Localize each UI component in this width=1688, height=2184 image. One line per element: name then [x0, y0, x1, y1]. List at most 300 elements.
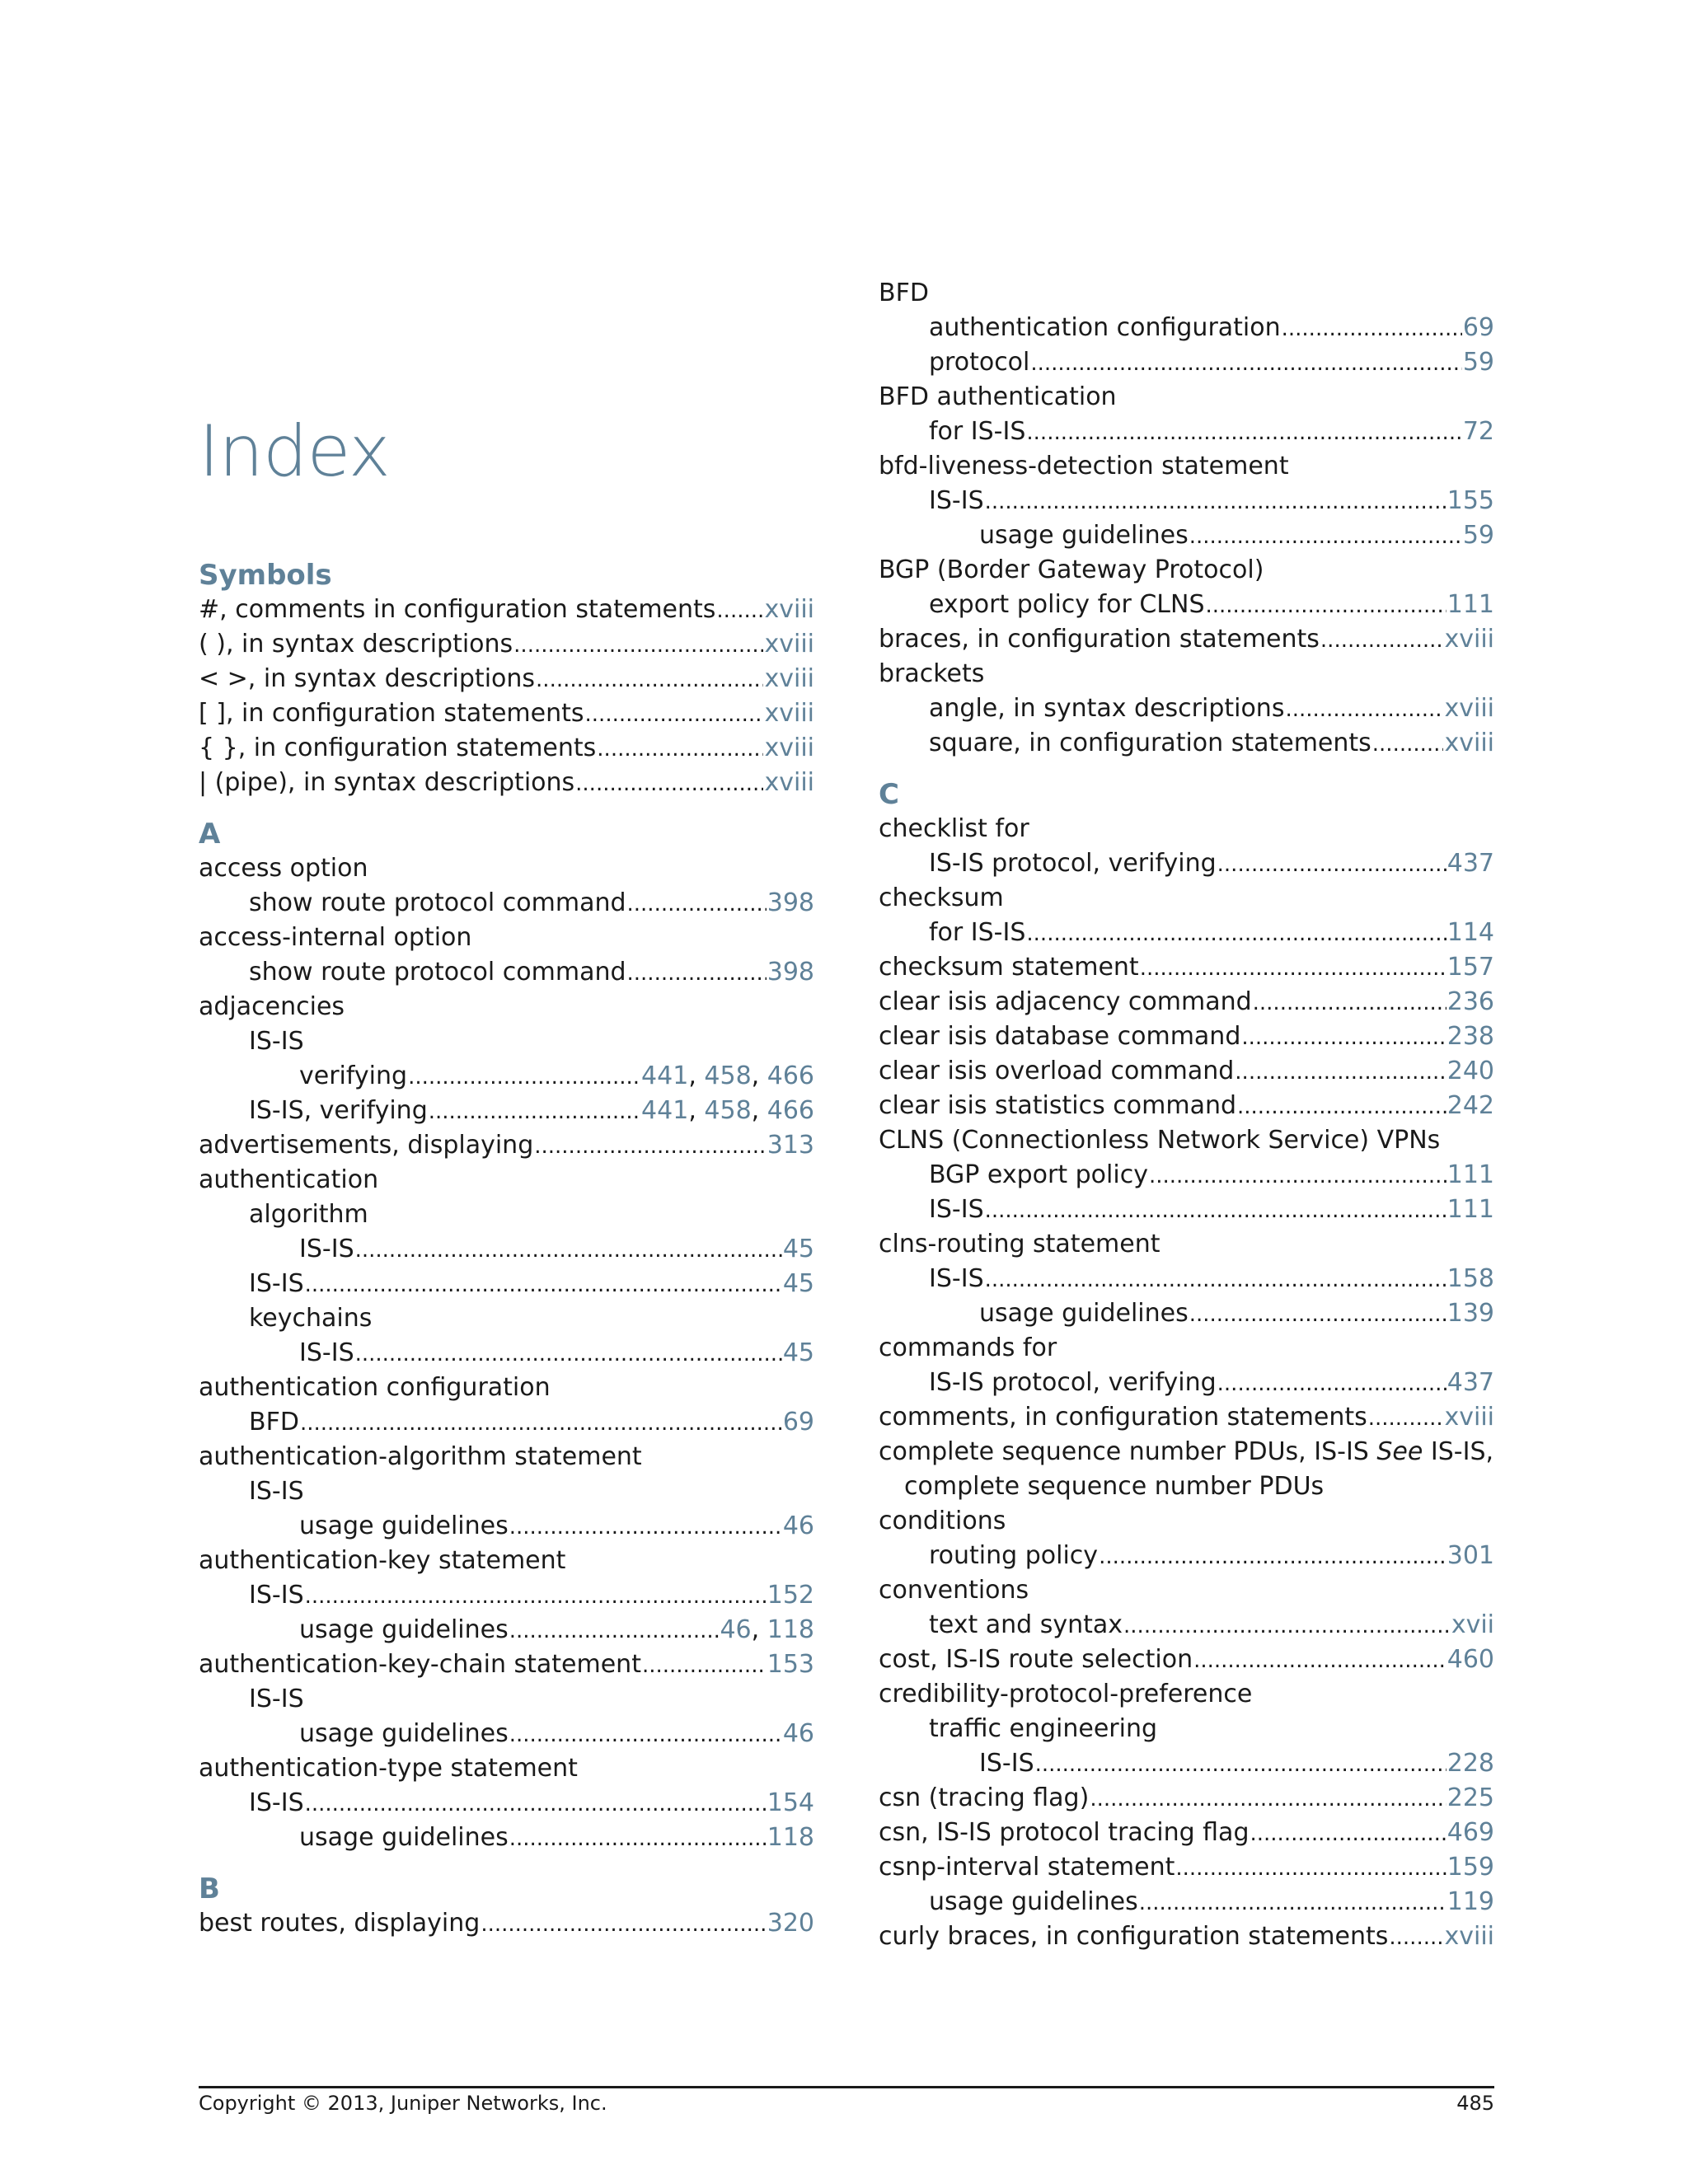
page-references: [1447, 1262, 1494, 1296]
dot-leader: [1099, 1539, 1447, 1574]
index-entry-text: clear isis statistics command: [879, 1091, 1237, 1120]
page-link[interactable]: 458: [704, 1062, 752, 1090]
index-entry: [879, 1123, 1494, 1158]
dot-leader: [985, 1193, 1447, 1228]
index-entry: [879, 1608, 1494, 1643]
page-references: [1447, 1158, 1494, 1193]
index-entry-text: IS-IS: [929, 486, 984, 515]
dot-leader: [1235, 1054, 1446, 1090]
page-link[interactable]: 69: [1462, 313, 1494, 342]
dot-leader: [1035, 1746, 1447, 1782]
index-entry-text: IS-IS protocol, verifying: [929, 1368, 1217, 1397]
page-link[interactable]: 118: [767, 1615, 814, 1644]
page-link[interactable]: 320: [767, 1909, 814, 1938]
dot-leader: [536, 662, 763, 697]
index-entry: [199, 1613, 814, 1647]
index-entry: [199, 1544, 814, 1578]
page-link[interactable]: xviii: [1444, 625, 1494, 654]
index-entry: [879, 1296, 1494, 1331]
page-link[interactable]: 139: [1447, 1299, 1494, 1328]
index-entry-text: IS-IS: [249, 1027, 304, 1056]
index-entry: [879, 657, 1494, 691]
index-entry-text: IS-IS: [249, 1581, 304, 1610]
page-link[interactable]: 157: [1447, 953, 1494, 982]
dot-leader: [513, 627, 763, 663]
dot-leader: [305, 1786, 767, 1821]
index-entry: [199, 1371, 814, 1405]
dot-leader: [1282, 311, 1462, 346]
page-link[interactable]: 154: [767, 1788, 814, 1817]
index-entry-text: routing policy: [929, 1541, 1099, 1570]
dot-leader: [1193, 1643, 1447, 1678]
index-entry-text: authentication: [199, 1165, 379, 1194]
page-references: [1444, 691, 1494, 726]
dot-leader: [1217, 846, 1447, 882]
index-entry-text: CLNS (Connectionless Network Service) VPNs: [879, 1126, 1441, 1155]
index-entry: [879, 1643, 1494, 1677]
index-entry-text: best routes, displaying: [199, 1909, 481, 1938]
index-entry: [879, 415, 1494, 449]
index-entry: [199, 1821, 814, 1855]
index-entry-text: adjacencies: [199, 992, 345, 1021]
dot-leader: [1139, 1885, 1447, 1920]
index-entry: [879, 1331, 1494, 1366]
index-entry: [879, 1919, 1494, 1954]
index-entry-text: verifying: [299, 1062, 408, 1090]
page-references: [1447, 588, 1494, 622]
dot-leader: [985, 484, 1447, 519]
page-link[interactable]: xviii: [764, 664, 814, 693]
index-entry: [879, 518, 1494, 553]
index-entry-text: IS-IS: [249, 1269, 304, 1298]
index-entry-text: checksum: [879, 883, 1004, 912]
page-references: [1447, 1193, 1494, 1227]
dot-leader: [509, 1509, 782, 1544]
dot-leader: [585, 696, 764, 732]
index-entry: [879, 1573, 1494, 1608]
page-link[interactable]: 46: [782, 1719, 814, 1748]
page-link[interactable]: 437: [1447, 1368, 1494, 1397]
index-entry: [199, 851, 814, 886]
page-references: [764, 696, 814, 731]
dot-leader: [1241, 1019, 1446, 1055]
dot-leader: [575, 766, 763, 801]
index-entry: [879, 311, 1494, 345]
index-entry: [199, 662, 814, 696]
page-link[interactable]: xviii: [1444, 1403, 1494, 1432]
index-entry-text: [ ], in configuration statements: [199, 699, 584, 728]
page-references: [1444, 1919, 1494, 1954]
index-entry-text: BFD: [879, 279, 929, 307]
page-link[interactable]: 313: [767, 1131, 814, 1160]
page-references: 46, 118: [720, 1615, 814, 1644]
dot-leader: [305, 1578, 767, 1614]
page-references: [1451, 1608, 1494, 1643]
index-entry: [879, 1816, 1494, 1850]
page-link[interactable]: 238: [1447, 1022, 1494, 1051]
page-link[interactable]: 45: [782, 1269, 814, 1298]
dot-leader: [534, 1128, 767, 1164]
index-entry-text: IS-IS protocol, verifying: [929, 849, 1217, 878]
page-link[interactable]: 59: [1462, 521, 1494, 550]
dot-leader: [509, 1613, 720, 1648]
index-entry: [199, 955, 814, 990]
index-entry: [879, 1781, 1494, 1816]
index-entry-text: BGP export policy: [929, 1160, 1148, 1189]
index-entry: [879, 1054, 1494, 1089]
dot-leader: [1175, 1850, 1446, 1886]
page-link[interactable]: 437: [1447, 849, 1494, 878]
page-references: [1447, 484, 1494, 518]
page-references: [1444, 726, 1494, 761]
index-entry-text: usage guidelines: [929, 1887, 1138, 1916]
index-section-heading: A: [199, 818, 221, 851]
page-link[interactable]: 441: [641, 1096, 689, 1125]
index-entry: [879, 380, 1494, 415]
page-references: [767, 1647, 814, 1682]
page-references: [767, 1906, 814, 1941]
index-entry-text: keychains: [249, 1304, 373, 1333]
index-entry: [199, 1906, 814, 1941]
page-link[interactable]: xviii: [1444, 729, 1494, 757]
page-references: [1447, 950, 1494, 985]
index-entry: [879, 1677, 1494, 1712]
page-link[interactable]: 118: [767, 1823, 814, 1852]
dot-leader: [1389, 1919, 1443, 1955]
index-entry-text: credibility-protocol-preference: [879, 1680, 1253, 1708]
footer-copyright: Copyright © 2013, Juniper Networks, Inc.: [199, 2092, 607, 2115]
footer-divider: [199, 2086, 1494, 2088]
dot-leader: [1368, 1400, 1444, 1436]
index-entry-text: braces, in configuration statements: [879, 625, 1320, 654]
index-entry: [879, 1504, 1494, 1539]
dot-leader: [509, 1821, 767, 1856]
index-entry-text: checklist for: [879, 814, 1029, 843]
page-references: [1447, 1296, 1494, 1331]
index-entry-text: { }, in configuration statements: [199, 733, 597, 762]
index-entry-text: authentication-type statement: [199, 1754, 578, 1783]
index-entry-text: usage guidelines: [299, 1719, 509, 1748]
dot-leader: [1149, 1158, 1447, 1193]
index-entry: [199, 766, 814, 800]
page-references: [764, 593, 814, 627]
page-link[interactable]: 159: [1447, 1853, 1494, 1882]
page-link[interactable]: 236: [1447, 987, 1494, 1016]
page-link[interactable]: 242: [1447, 1091, 1494, 1120]
index-entry: [879, 812, 1494, 846]
index-entry: [879, 691, 1494, 726]
page-link[interactable]: 111: [1447, 590, 1494, 619]
page-references: [1447, 985, 1494, 1019]
page-link[interactable]: 466: [767, 1096, 814, 1125]
index-entry-text: conventions: [879, 1576, 1029, 1605]
index-entry-text: IS-IS: [299, 1338, 354, 1367]
page-link[interactable]: 46: [720, 1615, 752, 1644]
index-entry-text: checksum statement: [879, 953, 1139, 982]
page-link[interactable]: xvii: [1451, 1610, 1494, 1639]
index-entry: [879, 622, 1494, 657]
page-references: [783, 1232, 814, 1267]
page-references: [783, 1336, 814, 1371]
index-entry: [199, 1163, 814, 1197]
page-link[interactable]: 240: [1447, 1057, 1494, 1085]
index-entry: [199, 1786, 814, 1821]
index-entry: [879, 588, 1494, 622]
page-references: [1447, 1643, 1494, 1677]
index-entry-text: | (pipe), in syntax descriptions: [199, 768, 575, 797]
index-entry-text: authentication-key-chain statement: [199, 1650, 641, 1679]
dot-leader: [1253, 985, 1447, 1020]
page-link[interactable]: 225: [1447, 1783, 1494, 1812]
dot-leader: [1030, 345, 1461, 381]
index-entry: [199, 990, 814, 1024]
dot-leader: [481, 1906, 766, 1942]
index-entry-text: commands for: [879, 1333, 1057, 1362]
index-entry-text: angle, in syntax descriptions: [929, 694, 1285, 723]
index-entry: [199, 1197, 814, 1232]
page-references: [783, 1717, 814, 1751]
page-references: 441, 458, 466: [641, 1096, 814, 1125]
index-entry: [879, 553, 1494, 588]
index-entry: [199, 1094, 814, 1128]
page-link[interactable]: 458: [704, 1096, 752, 1125]
index-entry-text: BGP (Border Gateway Protocol): [879, 555, 1264, 584]
index-entry: [199, 1474, 814, 1509]
index-entry-text: brackets: [879, 659, 985, 688]
index-entry: [199, 1128, 814, 1163]
index-entry: [879, 1712, 1494, 1746]
index-entry: [199, 1059, 814, 1094]
page-link[interactable]: 111: [1447, 1160, 1494, 1189]
page-references: [1444, 622, 1494, 657]
index-entry-text: IS-IS: [249, 1685, 304, 1713]
page-references: [1447, 1816, 1494, 1850]
page-link[interactable]: xviii: [1444, 1922, 1494, 1951]
index-entry: [879, 345, 1494, 380]
index-entry-text: authentication-algorithm statement: [199, 1442, 642, 1471]
page-references: [764, 662, 814, 696]
index-entry: [879, 985, 1494, 1019]
index-entry-text: export policy for CLNS: [929, 590, 1205, 619]
index-entry-text: curly braces, in configuration statements: [879, 1922, 1389, 1951]
index-entry: [199, 1717, 814, 1751]
page-link[interactable]: xviii: [764, 699, 814, 728]
index-entry-text: comments, in configuration statements: [879, 1403, 1367, 1432]
dot-leader: [300, 1405, 782, 1441]
page-link[interactable]: 72: [1462, 417, 1494, 446]
dot-leader: [355, 1336, 782, 1371]
index-entry-text: complete sequence number PDUs, IS-IS: [879, 1437, 1377, 1466]
index-entry: [879, 1193, 1494, 1227]
index-entry: [879, 916, 1494, 950]
index-entry: [879, 1435, 1494, 1469]
index-entry-text: access-internal option: [199, 923, 472, 952]
page-link[interactable]: 466: [767, 1062, 814, 1090]
see-reference-target: IS-IS,: [1423, 1437, 1494, 1466]
page-references: [1447, 1019, 1494, 1054]
dot-leader: [1206, 588, 1447, 623]
page-link[interactable]: 59: [1462, 348, 1494, 377]
index-entry-text: usage guidelines: [299, 1511, 509, 1540]
index-entry-text: #, comments in configuration statements: [199, 595, 716, 624]
page-link[interactable]: xviii: [764, 768, 814, 797]
page-link[interactable]: xviii: [764, 630, 814, 658]
index-entry-text: ( ), in syntax descriptions: [199, 630, 513, 658]
dot-leader: [1237, 1089, 1447, 1124]
index-entry: [199, 1024, 814, 1059]
index-entry-text: IS-IS: [979, 1749, 1034, 1778]
index-entry-text: conditions: [879, 1507, 1006, 1535]
index-entry-continuation: complete sequence number PDUs: [904, 1472, 1325, 1501]
page-references: [767, 886, 814, 921]
index-column-right: [879, 276, 1494, 1954]
index-entry-text: traffic engineering: [929, 1714, 1158, 1743]
page-link[interactable]: 152: [767, 1581, 814, 1610]
page-references: [1463, 345, 1494, 380]
index-entry-text: authentication configuration: [929, 313, 1281, 342]
index-entry-text: usage guidelines: [299, 1615, 509, 1644]
index-entry-text: clear isis database command: [879, 1022, 1241, 1051]
page-link[interactable]: 153: [767, 1650, 814, 1679]
index-entry-text: IS-IS: [299, 1235, 354, 1263]
index-entry-text: csnp-interval statement: [879, 1853, 1175, 1882]
dot-leader: [509, 1717, 782, 1752]
page-references: [783, 1267, 814, 1301]
index-entry-text: bfd-liveness-detection statement: [879, 452, 1289, 480]
page-link[interactable]: 114: [1447, 918, 1494, 947]
index-entry: [879, 1746, 1494, 1781]
index-entry: [879, 1400, 1494, 1435]
index-entry: [199, 886, 814, 921]
page-references: [767, 1128, 814, 1163]
index-entry: [199, 1301, 814, 1336]
page-link[interactable]: 111: [1447, 1195, 1494, 1224]
index-entry-text: cost, IS-IS route selection: [879, 1645, 1193, 1674]
page-link[interactable]: 69: [782, 1408, 814, 1436]
dot-leader: [1217, 1366, 1447, 1401]
see-reference-label: See: [1376, 1437, 1423, 1466]
index-section-heading: B: [199, 1872, 220, 1905]
page-link[interactable]: 398: [767, 888, 814, 917]
page-references: [1444, 1400, 1494, 1435]
page-references: [1463, 518, 1494, 553]
page-link[interactable]: 45: [782, 1338, 814, 1367]
page-link[interactable]: 301: [1447, 1541, 1494, 1570]
index-entry: [199, 1232, 814, 1267]
dot-leader: [642, 1647, 767, 1683]
index-entry-text: IS-IS: [929, 1195, 984, 1224]
index-entry: [199, 627, 814, 662]
index-entry-text: for IS-IS: [929, 417, 1026, 446]
page-references: [767, 1821, 814, 1855]
page-link[interactable]: xviii: [764, 595, 814, 624]
page-references: [764, 731, 814, 766]
page-references: [1447, 1885, 1494, 1919]
page-link[interactable]: xviii: [764, 733, 814, 762]
page-link[interactable]: 45: [782, 1235, 814, 1263]
dot-leader: [1189, 518, 1462, 554]
index-entry-text: usage guidelines: [979, 1299, 1189, 1328]
page-references: [1463, 311, 1494, 345]
index-entry-text: csn (tracing flag): [879, 1783, 1090, 1812]
dot-leader: [1372, 726, 1444, 762]
index-entry: [199, 1751, 814, 1786]
index-entry: [199, 1509, 814, 1544]
index-entry: [879, 1019, 1494, 1054]
index-entry: [879, 881, 1494, 916]
index-entry: [879, 1158, 1494, 1193]
index-entry-text: BFD: [249, 1408, 299, 1436]
dot-leader: [985, 1262, 1447, 1297]
index-entry-text: clear isis adjacency command: [879, 987, 1252, 1016]
index-entry: [199, 1267, 814, 1301]
page-link[interactable]: 228: [1447, 1749, 1494, 1778]
page-link[interactable]: 469: [1447, 1818, 1494, 1847]
dot-leader: [627, 886, 767, 921]
page-references: [1447, 846, 1494, 881]
dot-leader: [1250, 1816, 1447, 1851]
index-entry: [199, 1440, 814, 1474]
index-entry: [199, 1405, 814, 1440]
index-entry: [199, 1647, 814, 1682]
page-references: [1447, 1781, 1494, 1816]
index-entry-text: IS-IS: [249, 1788, 304, 1817]
page-link[interactable]: 46: [782, 1511, 814, 1540]
page-references: [1463, 415, 1494, 449]
page-references: [767, 1578, 814, 1613]
page-link[interactable]: xviii: [1444, 694, 1494, 723]
dot-leader: [1189, 1296, 1447, 1332]
index-entry-text: IS-IS: [929, 1264, 984, 1293]
page-link[interactable]: 441: [641, 1062, 689, 1090]
dot-leader: [716, 593, 763, 628]
page-references: [1447, 916, 1494, 950]
page-link[interactable]: 119: [1447, 1887, 1494, 1916]
dot-leader: [1026, 916, 1446, 951]
dot-leader: [355, 1232, 782, 1268]
page-references: [783, 1405, 814, 1440]
index-entry-text: authentication-key statement: [199, 1546, 566, 1575]
index-entry: [199, 1336, 814, 1371]
index-entry: [199, 921, 814, 955]
index-column-left: [199, 558, 814, 1941]
index-entry-text: square, in configuration statements: [929, 729, 1372, 757]
index-section-heading: Symbols: [199, 559, 332, 592]
index-entry: [879, 449, 1494, 484]
index-entry-text: show route protocol command: [249, 888, 626, 917]
page-link[interactable]: 158: [1447, 1264, 1494, 1293]
page-references: [764, 627, 814, 662]
index-entry-text: advertisements, displaying: [199, 1131, 534, 1160]
index-entry: [879, 484, 1494, 518]
index-entry: [199, 1578, 814, 1613]
index-entry: [199, 593, 814, 627]
index-entry: [199, 731, 814, 766]
page-references: [767, 1786, 814, 1821]
page-link[interactable]: 398: [767, 958, 814, 987]
index-entry: [879, 276, 1494, 311]
index-entry-text: usage guidelines: [979, 521, 1189, 550]
page-link[interactable]: 460: [1447, 1645, 1494, 1674]
page-title: Index: [199, 410, 390, 493]
index-entry: [879, 1539, 1494, 1573]
index-entry: [879, 1227, 1494, 1262]
dot-leader: [1320, 622, 1444, 658]
index-entry: [199, 1682, 814, 1717]
page-link[interactable]: 155: [1447, 486, 1494, 515]
index-entry: [199, 696, 814, 731]
page-references: [1447, 1366, 1494, 1400]
